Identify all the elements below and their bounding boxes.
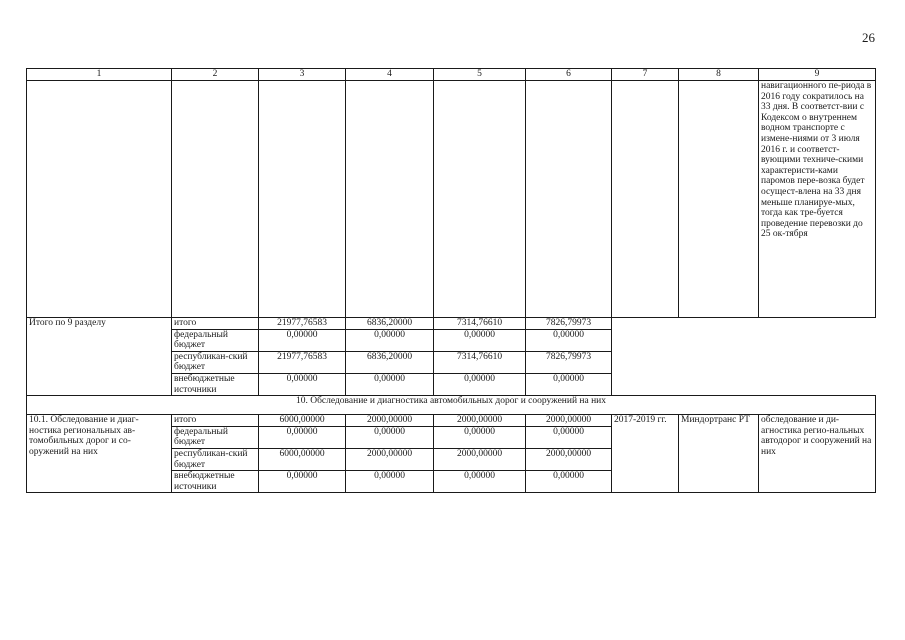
amount-total: 21977,76583: [259, 318, 346, 330]
amount-year-1: 6836,20000: [346, 351, 434, 373]
amount-year-1: 2000,00000: [346, 448, 434, 470]
empty-cell: [612, 318, 876, 396]
amount-year-1: 2000,00000: [346, 415, 434, 427]
amount-total: 21977,76583: [259, 351, 346, 373]
amount-year-1: 0,00000: [346, 329, 434, 351]
funding-source: республикан-ский бюджет: [172, 351, 259, 373]
amount-year-2: 0,00000: [434, 471, 526, 493]
amount-year-2: 2000,00000: [434, 415, 526, 427]
amount-year-3: 0,00000: [526, 471, 612, 493]
empty-cell: [27, 81, 172, 318]
section-title: 10. Обследование и диагностика автомобильных дорог и сооружений на них: [27, 396, 876, 415]
column-number-row: [27, 69, 876, 81]
empty-cell: [679, 81, 759, 318]
amount-total: 6000,00000: [259, 448, 346, 470]
amount-total: 0,00000: [259, 471, 346, 493]
funding-source: итого: [172, 415, 259, 427]
amount-year-3: 0,00000: [526, 373, 612, 395]
funding-source: внебюджетные источники: [172, 373, 259, 395]
item-label: 10.1. Обследование и диаг-ностика региональных ав-томобильных дорог и со-оружений на них: [27, 415, 172, 493]
amount-total: 0,00000: [259, 426, 346, 448]
continuation-note: навигационного пе-риода в 2016 году сократилось на 33 дня. В соответст-вии с Кодексом о внутреннем водном транспорте с измене-ниями от 3 июля 2016 г. и соответст-вующими техниче-скими характеристи-ками паромов пере-возка будет осущест-влена на 33 дня меньше планируе-мых, тогда как тре-буется проведение перевозки до 25 ок-тября: [759, 81, 876, 318]
column-number: 8: [679, 69, 759, 81]
funding-source: итого: [172, 318, 259, 330]
column-number: 4: [346, 69, 434, 81]
item-result: обследование и ди-агностика регио-нальных автодорог и сооружений на них: [759, 415, 876, 493]
program-table: [26, 68, 876, 493]
column-number: 6: [526, 69, 612, 81]
funding-source: внебюджетные источники: [172, 471, 259, 493]
amount-year-1: 0,00000: [346, 471, 434, 493]
continuation-row: [27, 81, 876, 318]
amount-year-1: 0,00000: [346, 426, 434, 448]
amount-year-3: 7826,79973: [526, 318, 612, 330]
column-number: 2: [172, 69, 259, 81]
table-row: [27, 318, 876, 330]
amount-year-2: 7314,76610: [434, 351, 526, 373]
amount-year-2: 2000,00000: [434, 448, 526, 470]
empty-cell: [434, 81, 526, 318]
amount-total: 6000,00000: [259, 415, 346, 427]
empty-cell: [259, 81, 346, 318]
empty-cell: [526, 81, 612, 318]
section-title-row: [27, 396, 876, 415]
amount-total: 0,00000: [259, 373, 346, 395]
amount-total: 0,00000: [259, 329, 346, 351]
amount-year-2: 7314,76610: [434, 318, 526, 330]
amount-year-3: 2000,00000: [526, 448, 612, 470]
table-row: [27, 415, 876, 427]
column-number: 7: [612, 69, 679, 81]
amount-year-2: 0,00000: [434, 329, 526, 351]
funding-source: федеральный бюджет: [172, 426, 259, 448]
amount-year-3: 7826,79973: [526, 351, 612, 373]
empty-cell: [612, 81, 679, 318]
amount-year-3: 0,00000: [526, 329, 612, 351]
amount-year-1: 0,00000: [346, 373, 434, 395]
column-number: 1: [27, 69, 172, 81]
section-total-label: Итого по 9 разделу: [27, 318, 172, 396]
funding-source: республикан-ский бюджет: [172, 448, 259, 470]
column-number: 9: [759, 69, 876, 81]
item-executor: Миндортранс РТ: [679, 415, 759, 493]
column-number: 3: [259, 69, 346, 81]
funding-source: федеральный бюджет: [172, 329, 259, 351]
amount-year-3: 2000,00000: [526, 415, 612, 427]
item-period: 2017-2019 гг.: [612, 415, 679, 493]
amount-year-2: 0,00000: [434, 426, 526, 448]
empty-cell: [172, 81, 259, 318]
amount-year-1: 6836,20000: [346, 318, 434, 330]
page-number: 26: [862, 30, 875, 45]
amount-year-2: 0,00000: [434, 373, 526, 395]
amount-year-3: 0,00000: [526, 426, 612, 448]
column-number: 5: [434, 69, 526, 81]
empty-cell: [346, 81, 434, 318]
